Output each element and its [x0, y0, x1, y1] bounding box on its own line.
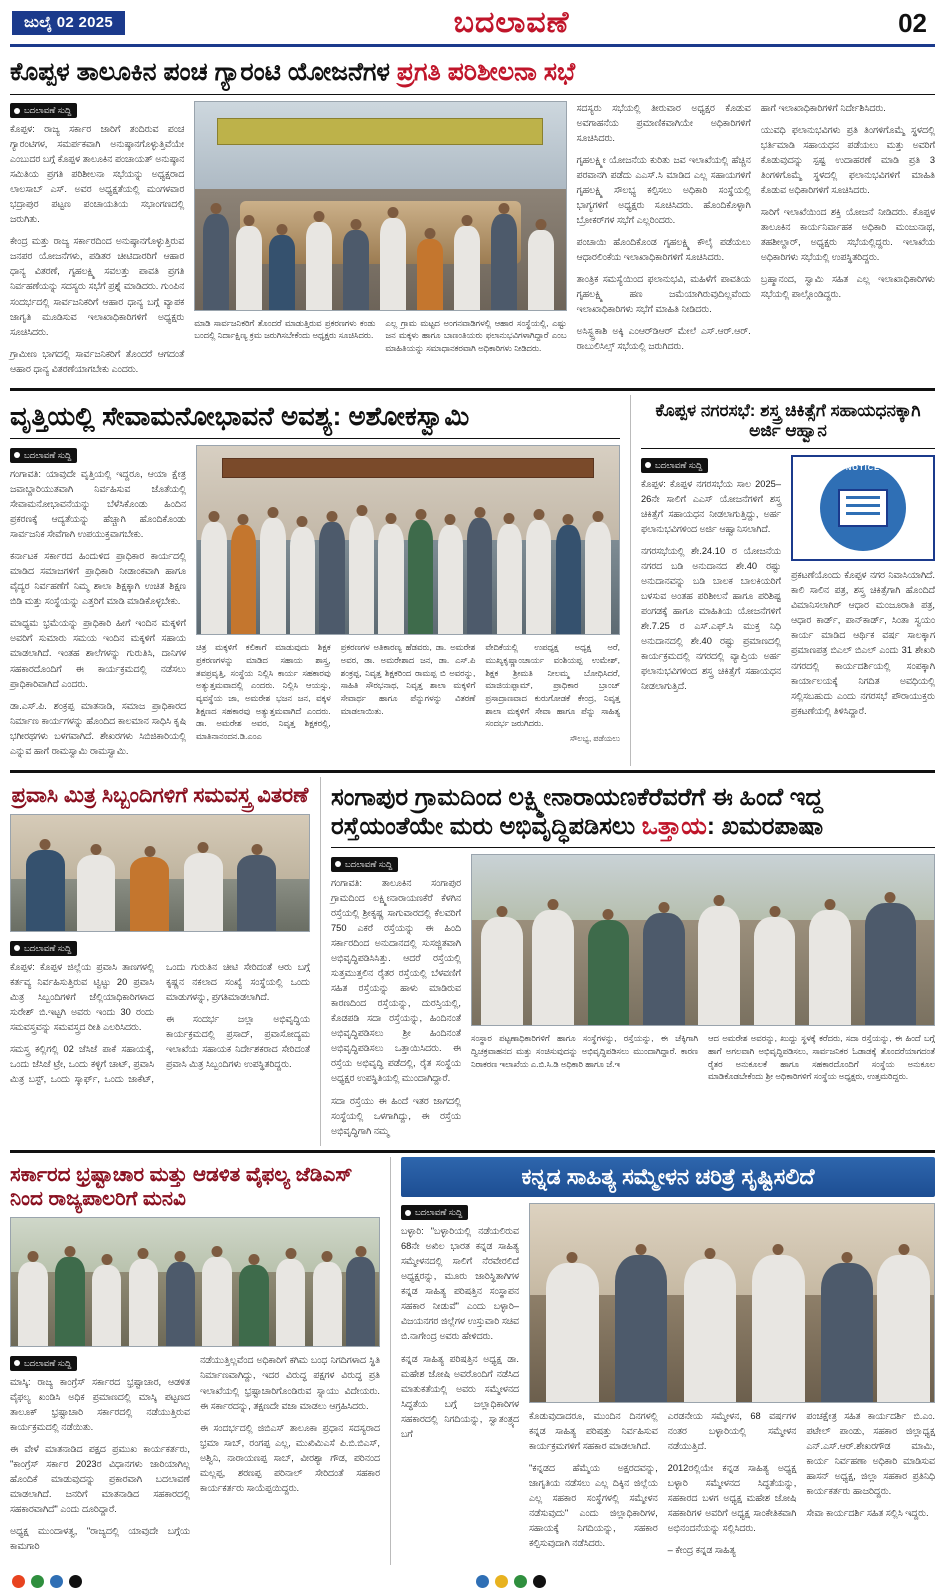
- line: [846, 496, 880, 499]
- photo-person: [877, 1255, 930, 1402]
- body-text: [10, 960, 310, 1087]
- body-text: [200, 1353, 380, 1495]
- column-2: [529, 1203, 935, 1565]
- section-koppal-nagarsabhe: [630, 395, 935, 766]
- byline-dot-icon: [335, 861, 341, 867]
- photo-person: [698, 906, 740, 1025]
- paragraph: ಡಾ.ಎಸ್.ಪಿ. ಶಂಕ್ರಪ್ಪ ಮಾತನಾಡಿ, ಸಮಾಜ ಪ್ರಾಧಿಕಾರದ ನಿರ್ಮಾಣ ಕಾರ್ಯಗಳನ್ನು ಹೊಂದಿದ ಕಾಲಮಾನ ಸಾಧಿಸಿ ಕೃಷಿ ಭಗೀರಥಗಳು ಬಳಗವಾಗಿದೆ. ಶೇಖರಗಳು ಸಿಬಿಜಿಕಾರಿಯಲ್ಲಿ ಎನ್ನುವ ಹಾಗೆ ರಾಮಸ್ವಾಮಿ ರಾಮಸ್ವಾಮಿ.: [10, 700, 186, 756]
- photo-person: [129, 1259, 158, 1346]
- photo-caption: ಎಲ್ಲ ಗ್ರಾಮ ಮಟ್ಟದ ಅಂಗನವಾಡಿಗಳಲ್ಲಿ ಆಹಾರ ಸಂಸ್ಥೆಯಲ್ಲಿ, ಎಷ್ಟು ಜನ ಮಕ್ಕಳು ಹಾಗೂ ಬಾಣಂತಿಯರು ಫಲಾನುಭವಿಗಳಾಗಿದ್ದಾರೆ ಎಂಬ ಮಾಹಿತಿಯನ್ನು ಸಮಾಧಾನಕರವಾಗಿ ಅಧಿಕಾರಿಗಳು ನೀಡಿದರು.: [385, 317, 567, 353]
- section-service-mindset: [10, 395, 620, 766]
- registration-dot: [12, 1575, 25, 1588]
- column-4: [761, 101, 935, 384]
- photo-person: [26, 850, 65, 931]
- photo-person: [184, 853, 223, 932]
- photo-person: [55, 1257, 84, 1347]
- photo-person: [346, 1257, 375, 1347]
- paragraph: "ಕನ್ನಡದ ಹೆಮ್ಮೆಯ ಅಕ್ಷರದವನ್ನು, ಜಾಗೃತಿಯ ನಡೆಸಲು ಎಲ್ಲ ದಿಕ್ಕಿನ ಜಿಲ್ಲೆಯ ಎಲ್ಲ ಸಹಕಾರ ಸಂಸ್ಥೆಗಳಲ್ಲಿ ಸಮ್ಮೇಳನ ನಡೆಸುವುದು" ಎಂದು ಜಿಲ್ಲಾಧಿಕಾರಿಗಳ, ಸಹಾಯಕ್ಕೆ ನಿಗದಿಯನ್ನು, ಸಹಕಾರ ಕಲ್ಪಿಸುವುದಾಗಿ ನಡೆಸಿದರು.: [529, 1462, 658, 1549]
- column-1: [641, 455, 781, 725]
- photo-caption: ಆದ ಅಮರೇಶ ಅವರನ್ನು, ಖುದ್ದು ಸ್ಥಳಕ್ಕೆ ಕರೆದರು, ಸದಾ ರಸ್ತೆಯನ್ನು, ಈ ಹಿಂದೆ ಬಗ್ಗೆ ಹಾಗೆ ಅಗಲವಾಗಿ ಅಭಿವೃದ್ಧಿಪಡಿಸಲು, ಸಾರ್ವಜನಿಕರ ಓಡಾಡಕ್ಕೆ ತೊಂದರೆಯಾಗದಂತೆ ರೈತರ ಅನುಕೂಲಕೆ ಹಾಗೂ ಸಹಕಾರದೊಂದಿಗೆ ಸಂಸ್ಥೆಯ ಅನುಕೂಲ ಮಾಡಿಕೊಡಬೇಕೆಂದು ಶ್ರೀ ಅಧಿಕಾರಿಗಳಿಗೆ ಸಂಸ್ಥೆಯ ಅಧ್ಯಕ್ಷರು, ಉತ್ತಮರಿದ್ದರು.: [708, 1033, 935, 1082]
- paragraph: ಅಧ್ಯಕ್ಷ ಮುಂದಾಳತ್ವ, "ರಾಜ್ಯದಲ್ಲಿ ಯಾವುದೇ ಬಗ್ಗೆಯ ಕಾಮಗಾರಿ: [10, 1526, 190, 1552]
- byline: [10, 1356, 77, 1371]
- photo-person: [313, 1262, 342, 1346]
- byline-label: ಬದಲಾವಣೆ ಸುದ್ದಿ: [655, 459, 703, 470]
- paragraph: ತಾಂತ್ರಿಕ ಸಮಸ್ಯೆಯಿಂದ ಫಲಾನುಭವಿ, ಮಹಿಳೆಗೆ ಪಾವತಿಯ ಗೃಹಲಕ್ಷ್ಮಿ ಹಣ ಜಮೆಯಾಗಿರುವುದಿಲ್ಲವೆಂದು ಇಲಾಖಾಧಿಕಾರಿಗಳು ಸಭೆಗೆ ಮಾಹಿತಿ ನೀಡಿದರು.: [576, 273, 751, 315]
- headline-text-red: ಪ್ರಗತಿ ಪರಿಶೀಲನಾ ಸಭೆ: [396, 58, 576, 86]
- paragraph: ಕನ್ನಡ ಸಾಹಿತ್ಯ ಪರಿಷತ್ತಿನ ಅಧ್ಯಕ್ಷ ಡಾ. ಮಹೇಶ ಜೋಷಿ ಅವರೊಂದಿಗೆ ನಡೆಸಿದ ಮಾತುಕತೆಯಲ್ಲಿ ಅವರು ಸಮ್ಮೇಳನದ ಸಿದ್ಧತೆಯ ಬಗ್ಗೆ ಜಲ್ಲಾಧಿಕಾರಿಗಳ ಸಹಕಾರದಲ್ಲಿ ನಿಗದಿಯನ್ನು, ಸ್ವಾತಂತ್ರ್ಯದ ಬಗೆ: [401, 1353, 519, 1439]
- photo-person: [615, 1255, 668, 1402]
- photo-people: [530, 1204, 934, 1402]
- column-1: [10, 101, 184, 384]
- body-text: [10, 467, 186, 759]
- byline-dot-icon: [14, 108, 20, 114]
- line: [846, 504, 880, 507]
- paragraph: ಮಾಸ್ಕಿ: ರಾಜ್ಯ ಕಾಂಗ್ರೆಸ್ ಸರ್ಕಾರದ ಭ್ರಷ್ಟಾಚಾರ, ಆಡಳಿತ ವೈಫಲ್ಯ ಖಂಡಿಸಿ ಅಧಿಕ ಪ್ರಮಾಣದಲ್ಲಿ ಮಾಸ್ಕಿ ಪಟ್ಟಣದ ತಾಲೂಕ್ ಭ್ರಷ್ಟಾಚಾರಿ ಸರ್ಕಾರದಲ್ಲಿ ನಡೆಯುತ್ತಿರುವ ಕಾರ್ಯಕ್ರಮದಲ್ಲಿ ನಡೆಯಿತು.: [10, 1376, 190, 1433]
- body-text: [806, 1409, 935, 1521]
- photo-person: [467, 518, 492, 635]
- photo-people: [11, 1218, 379, 1346]
- paragraph: ಕೊಡುವುದಾದರೂ, ಮುಂದಿನ ದಿನಗಳಲ್ಲಿ ಕನ್ನಡ ಸಾಹಿತ್ಯ ಪರಿಷತ್ತು ನಿರ್ವಹಿಸುವ ಕಾರ್ಯಕ್ರಮಗಳಿಗೆ ಸಹಕಾರ ಮಾಡಲಾಗಿದೆ.: [529, 1410, 658, 1451]
- paragraph: ಪಂಚಕ್ಷೇತ್ರ ಸಹಿತ ಕಾರ್ಯದರ್ಶಿ ಬಿ.ಎಂ. ಪಟೇಲ್ ಪಾಂಡು, ಸಹಕಾರ ಜಿಲ್ಲಾಧ್ಯಕ್ಷ ಎನ್.ಎಸ್.ಆರ್.ಶೇಖರಗೌಡ ಮಾಮಿ, ಕಾರ್ಯ ನಿರ್ವಹಣಾ ಅಧಿಕಾರಿ ಮಾಡಿಸುವ ಹಾಸನ್ ಅಧ್ಯಕ್ಷ, ಜಿಲ್ಲಾ ಸಹಕಾರ ಪ್ರತಿನಿಧಿ ಕಾರ್ಯಕರ್ತರು ಹಾಜರಿದ್ದರು.: [806, 1410, 936, 1496]
- notice-label: NOTICE: [845, 463, 881, 473]
- byline-label: ಬದಲಾವಣೆ ಸುದ್ದಿ: [24, 449, 72, 460]
- byline-label: ಬದಲಾವಣೆ ಸುದ್ದಿ: [415, 1207, 463, 1218]
- column-1: [10, 445, 186, 765]
- photo-person: [532, 910, 574, 1026]
- photo-person: [319, 522, 344, 635]
- byline: [401, 1205, 468, 1220]
- paragraph: ಈ ಸಂದರ್ಭದಲ್ಲಿ ಜಿಬಿಎಸ್ ತಾಲೂಕಾ ಪ್ರಧಾನ ಸದಸ್ಯರಾದ ಭ್ರಮಾ ಸಾಬ್, ರಂಗಪ್ಪ ಎಲ್ಲ, ಮುಖಿಮಿಎಸೆ ಪಿ.ಬಿ.ಬಿಎಸ್‌, ಅಶ್ವಿನಿ, ನಾರಾಯಣಪ್ಪ ಸಾಬ್, ವೀರಶ್ಯಾ ಗೌಡ, ಪರಿನಂದ ಮಲ್ಲಪ್ಪ, ಶರಣಪ್ಪ ಪರಿನಾಲ್ ಸೇರಿದಂತೆ ಸಹಕಾರ ಕಾರ್ಯಕರ್ತರು ಸಾಯೆಪ್ಪಯಿದ್ದರು.: [200, 1422, 380, 1493]
- byline-dot-icon: [645, 462, 651, 468]
- photo-person: [438, 525, 463, 634]
- column-2: [200, 1353, 380, 1561]
- photo-person: [454, 226, 480, 309]
- paragraph: ಯುವಧಿ ಫಲಾನುಭವಿಗಳು ಪ್ರತಿ ತಿಂಗಳಿಗೊಮ್ಮೆ ಸ್ಥಳದಲ್ಲಿ ಭರ್ತಿಮಾಡಿ ಸಹಾಯಧನ ಪಡೆಯಲು ಮತ್ತು ಅವರಿಗೆ ಕೊಡುವುದನ್ನು ಸ್ಪಷ್ಟ ಉದಾಹರಣೆ ಮಾಡಿ ಪ್ರತಿ 3 ತಿಂಗಳಿಗೊಮ್ಮೆ ಸ್ಥಳದಲ್ಲಿ ಫಲಾನುಭವಿಗಳಿಗೆ ಮಾಹಿತಿ ಕೊಡುವ ಅಧಿಕಾರಿಗಳಿಗೆ ಸೂಚಿಸಿದರು.: [760, 124, 935, 195]
- byline-dot-icon: [14, 1360, 20, 1366]
- paragraph: ಹಾಗೆ ಇಲಾಖಾಧಿಕಾರಿಗಳಿಗೆ ನಿರ್ದೇಶಿಸಿದರು.: [760, 102, 886, 113]
- photo-person: [809, 910, 851, 1026]
- photo-caption: ಪ್ರಕರಣಗಳ ಅತಿಕಾರಣ್ಯ ಹೆಡವರು, ಡಾ. ಅಮರೇಶ ಅವರ, ಡಾ. ಅಮರೇಶಾದ ಜನ, ಡಾ. ಎಸ್.ಪಿ ಶಂಕ್ರಪ್ಪ, ನಿವೃತ್ತ ಶಿಕ್ಷಕರಿಂದ ರಾಮಪ್ಪ ಬಿ ಅವರನ್ನು, ಸಾಹಿತಿ ಸೌರಭನಾಥ, ನಿವೃತ್ತ ಶಾಲಾ ಮಕ್ಕಳಿಗೆ ಸೇವಾರ್ಥ ಹಾಗೂ ಪೆನ್ನುಗಳನ್ನು ವಿತರಣೆ ಮಾಡಲಾಯಿತು.: [340, 642, 476, 716]
- photo-person: [269, 235, 295, 310]
- photo-caption: ಸಂಸ್ಥಾರ ಪಟ್ಟಣಾಧಿಕಾರಿಗಳಿಗೆ ಹಾಗೂ ಸಂಸ್ಥೆಗಳನ್ನು, ರಸ್ತೆಯನ್ನು, ಈ ಚೆಕ್ಕಿಗಾಗಿ ದ್ವಿಚಕ್ರವಾಹನದ ಮತ್ತು ಸಂಚಿಸುವುದನ್ನು ಅಭಿವೃದ್ಧಿಪಡಿಸಲು ಮುಂದಾಗಿದ್ದಾರೆ. ಕಾರಣ ನಿರಾಕರಣ ಇಲಾಖೆಯ ಎ.ಬಿ.ಸಿ.ಡಿ ಅಧಿಕಾರಿ ಹಾಗೂ ಜೆ.ಇ: [471, 1033, 698, 1069]
- photo-people: [197, 446, 619, 634]
- photo-person: [92, 1265, 121, 1347]
- byline-label: ಬದಲಾವಣೆ ಸುದ್ದಿ: [24, 942, 72, 953]
- photo-person: [201, 522, 226, 635]
- photo-uniform-distribution: [10, 814, 310, 932]
- photo-meeting-hall: [194, 101, 566, 311]
- registration-dot: [533, 1575, 546, 1588]
- headline-text-part1: ಸಂಗಾಪುರ ಗ್ರಾಮದಿಂದ ಲಕ್ಷ್ಮೀನಾರಾಯಣಕೆರೆವರೆಗೆ ಈ ಹಿಂದೆ ಇದ್ದ ರಸ್ತೆಯಂತೆಯೇ ಮರು ಅಭಿವೃದ್ಧಿಪಡಿಸಲು: [331, 783, 824, 841]
- photo-group-felicitation: [196, 445, 620, 635]
- photo-caption: ಮಾಡಿ ಸಾರ್ವಜನಿಕರಿಗೆ ತೊಂದರೆ ಮಾಡುತ್ತಿರುವ ಪ್ರಕರಣಗಳು ಕಂಡು ಬಂದಲ್ಲಿ ನಿರ್ದಾಕ್ಷಿಣ್ಯ ಕ್ರಮ ಜರುಗಿಸಬೇಕೆಂದು ಅಧ್ಯಕ್ಷರು ಸೂಚಿಸಿದರು.: [194, 317, 376, 341]
- registration-dot: [50, 1575, 63, 1588]
- photo-person: [237, 855, 276, 932]
- photo-people: [11, 815, 309, 931]
- column-1: [401, 1203, 519, 1565]
- paragraph: ಗಂಗಾವತಿ: ಯಾವುದೇ ವೃತ್ತಿಯಲ್ಲಿ ಇದ್ದರೂ, ಆಯಾ ಕ್ಷೇತ್ರ ಜವಾಬ್ದಾರಿಯುತವಾಗಿ ನಿರ್ವಹಿಸುವ ಜೊತೆಯಲ್ಲಿ ಸೇವಾಮನೋಭಾವನೆಯನ್ನು ಬೆಳೆಸಿಕೊಂಡು ಹಿಂದಿನ ಪ್ರಕರಣಕ್ಕೆ ಆದ್ಯತೆಯನ್ನು ಹೆಚ್ಚಾಗಿ ಹೊಂದಿಕೊಂಡು ಸಾರ್ವಜನಿಕ ಸೇವೆಗಾಗಿ ಉಪಯುಕ್ತವಾಗಬೇಕು.: [10, 468, 186, 540]
- byline: [10, 448, 77, 463]
- photo-person: [343, 230, 369, 309]
- column-2: [194, 101, 566, 384]
- photo-person: [754, 917, 796, 1026]
- photo-person: [378, 524, 403, 635]
- paragraph: ಗೃಹಲಕ್ಷ್ಮೀ ಯೋಜನೆಯ ಕುರಿತು ಜವ ಇಲಾಖೆಯಲ್ಲಿ ಹೆಚ್ಚಿನ ಪರವಾನಗಿ ಪಡೆದು ಎಎಸ್.ಸಿ ಮಾಡಿದ ಎಲ್ಲ ಸಹಾಯಗಳಿಗೆ ಗೃಹಲಕ್ಷ್ಮಿ ಸೌಲಭ್ಯ ಕಲ್ಪಿಸಲು ಅಧಿಕಾರಿ ಸಂಸ್ಥೆಯಲ್ಲಿ ಭಾಗ್ಯಗಳಿಗೆ ಅಧ್ಯಕ್ಷರು ಸೂಚಿಸಿದರು. ಹೊಂದಿಕೊಳ್ಳಾಗಿ ಬ್ರೋಕರ್‌ಗಳ ಸಭೆಗೆ ಎಲ್ಲರಿಂದರು.: [576, 154, 751, 225]
- photo-person: [417, 239, 443, 310]
- photo-person: [380, 218, 406, 310]
- body-text: [641, 477, 781, 695]
- paragraph: ಸೇವಾ ಕಾರ್ಯದರ್ಶಿ ಸಹಿತ ಸಲ್ಲಿಸಿ ಇದ್ದರು.: [806, 1507, 929, 1518]
- page-number: 02: [898, 7, 927, 38]
- photo-person: [18, 1262, 47, 1346]
- photo-person: [166, 1262, 195, 1346]
- section-koppal-meeting: [10, 47, 935, 384]
- body-text: [791, 568, 935, 718]
- paragraph: ಈ ವೇಳೆ ಮಾತನಾಡಿದ ಪಕ್ಷದ ಪ್ರಮುಖ ಕಾರ್ಯಕರ್ತರು, "ಕಾಂಗ್ರೆಸ್ ಸರ್ಕಾರ 2023ರ ವಿಧಾನಗಳು ಜಾರಿಯಾಗಿಲ್ಲ ಹೊಂದಿಕೆ ಮಾಡುವುದನ್ನು ಪ್ರಕಾರವಾಗಿ ಬದಲಾವಣೆ ಮಾಡಲಾಗಿದೆ. ಜನರಿಗೆ ಮಾತನಾಡಿದ ಸಹಕಾರದಲ್ಲಿ ಸಹಕಾರವಾಗಿದೆ" ಎಂದು ದೂರಿದ್ದಾರೆ.: [10, 1444, 190, 1515]
- headline-pravasi-mitra: ಪ್ರವಾಸಿ ಮಿತ್ರ ಸಿಬ್ಬಂದಿಗಳಿಗೆ ಸಮವಸ್ತ್ರ ವಿತರಣೆ: [11, 783, 309, 807]
- byline-dot-icon: [405, 1210, 411, 1216]
- column-3: [577, 101, 751, 384]
- body-text: [577, 101, 751, 355]
- photo-person: [684, 1259, 737, 1402]
- paragraph: ಕರ್ನಾಟಕ ಸರ್ಕಾರದ ಹಿಂದುಳಿದ ಪ್ರಾಧಿಕಾರ ಕಾರ್ಯದಲ್ಲಿ ಮಾಡಿದ ಸಮಾಜಗಳಿಗೆ ಪ್ರಾಧಿಕಾರಿ ನೀಡಾಂಕವಾಗಿ ಹಾಗೂ ವೈದ್ಯರ ನಿರ್ವಹಣೆಗೆ ನಿಮ್ಮ ಶಾಲಾ ಶಿಕ್ಷಕ್ಕಾಗಿ ಉಚಿತ ಶಿಕ್ಷಣ ಬಿಡಿ ಮತ್ತು ಸಂಸ್ಥೆಯನ್ನು ಎತ್ತರಿಗೆ ಮಾಡಿ ಮಾಡಿಕೊಳ್ಳಬೇಕು.: [10, 551, 186, 607]
- photo-jds-protest: [10, 1217, 380, 1347]
- photo-person: [481, 917, 523, 1026]
- byline: [10, 941, 77, 956]
- paragraph: ಗ್ರಾಮೀಣ ಭಾಗದಲ್ಲಿ ಸಾರ್ವಜನಿಕರಿಗೆ ತೊಂದರೆ ಆಗದಂತೆ ಆಹಾರ ಧಾನ್ಯ ವಿತರಣೆಯಾಗಬೇಕು ಎಂದರು.: [10, 348, 185, 374]
- paragraph: ಮಾಧ್ಯಮ ಭ್ರಮೆಯನ್ನು ಪ್ರಾಧಿಕಾರಿ ಹೀಗೆ ಇಂದಿನ ಮಕ್ಕಳಿಗೆ ಅವರಿಗೆ ಸುಮಾರು ಸಮಯ ಇಂದಿನ ಮಕ್ಕಳಿಗೆ ಸಹಾಯ ಮಾಡಲಾಗಿದೆ. ಇಂತಹ ಶಾಲೆಗಳನ್ನು ಗುರುತಿಸಿ, ದಾನಿಗಳ ಸಹಕಾರದೊಂದಿಗೆ ಈ ಕಾರ್ಯಕ್ರಮದಲ್ಲಿ ನಡೆಸಲು ಪ್ರಾಧಿಕಾರಿವಾಗಿದೆ ಎಂದರು.: [10, 618, 186, 689]
- masthead: [10, 0, 935, 47]
- photo-person: [290, 527, 315, 634]
- photo-person: [276, 1259, 305, 1346]
- photo-person: [236, 226, 262, 309]
- photo-person: [865, 903, 916, 1025]
- body-text: [10, 1375, 190, 1555]
- paragraph: ಬಳ್ಳಾರಿ: "ಬಳ್ಳಾರಿಯಲ್ಲಿ ನಡೆಯಲಿರುವ 68ನೇ ಅಖಿಲ ಭಾರತ ಕನ್ನಡ ಸಾಹಿತ್ಯ ಸಮ್ಮೇಳನದಲ್ಲಿ ಸಾಲಿಗೆ ನೆರವೇರಲಿದೆ ಅಧ್ಯಕ್ಷರನ್ನು, ಮೂರು ಜಾರಿಸ್ಥಿತಾಗಿಗಳ ಕನ್ನಡ ಸಾಹಿತ್ಯ ಪರಿಷತ್ತಿನ ಸಂಸ್ಥಾಪನ ಸಹಕಾರ ನೀಡುವೆ" ಎಂದು ಬಳ್ಳಾರಿ–ವಿಜಯನಗರ ಜಿಲ್ಲೆಗಳ ಉಸ್ತುವಾರಿ ಸಚಿವ ಬಿ.ನಾಗೇಂದ್ರ ಅವರು ಹೇಳಿದರು.: [401, 1226, 519, 1342]
- notice-icon: [820, 465, 906, 551]
- body-text: [10, 122, 184, 377]
- headline-sangapura-road: [331, 777, 935, 848]
- section-row-3: [10, 773, 935, 1146]
- photo-person: [752, 1255, 805, 1402]
- headline-text-red: ಒತ್ತಾಯ: [641, 813, 707, 841]
- headline-jds-memorandum: ಸರ್ಕಾರದ ಭ್ರಷ್ಟಾಚಾರ ಮತ್ತು ಆಡಳಿತ ವೈಫಲ್ಯ ಜೆಡಿಎಸ್ ನಿಂದ ರಾಜ್ಯಪಾಲರಿಗೆ ಮನವಿ: [10, 1163, 353, 1211]
- section-row-4: [10, 1153, 935, 1565]
- paragraph: ಕೊಪ್ಪಳ: ರಾಜ್ಯ ಸರ್ಕಾರ ಜಾರಿಗೆ ತಂದಿರುವ ಪಂಚ ಗ್ಯಾರಂಟಿಗಳ, ಸಮರ್ಪಕವಾಗಿ ಅನುಷ್ಠಾನಗೊಳ್ಳುತ್ತಿವೆಯೇ ಎಂಬುದರ ಬಗ್ಗೆ ಕೊಪ್ಪಳ ತಾಲೂಕಿನ ಪಂಚಾಯತ್ ಅನುಷ್ಠಾನ ಸಮಿತಿಯ ಪ್ರಗತಿ ಪರಿಶೀಲನಾ ಸಭೆಯನ್ನು ಅಧ್ಯಕ್ಷರಾದ ಲಾಲಸಾಬ್‌ ಎಸ್. ಅವರ ಅಧ್ಯಕ್ಷತೆಯಲ್ಲಿ ಮಂಗಳವಾರ ಭದ್ರಾಪುರ ಪಟ್ಟಣ ಪಂಚಾಯತಿಯ ಸಭಾಂಗಣದಲ್ಲಿ ಜರುಗಿತು.: [10, 124, 185, 225]
- photo-person: [408, 520, 433, 635]
- photo-person: [588, 920, 630, 1025]
- body-text: [331, 876, 461, 1139]
- photo-person: [203, 214, 229, 310]
- photo-caption: ಚಿತ್ರ ಮಕ್ಕಳಿಗೆ ಕಲಿಕಾಗೆ ಮಾಡುವುದು ಶಿಕ್ಷಕ ಪ್ರಕರಣಗಳನ್ನು ಮಾಡಿದ ಸಹಾಯ ಶಾಸ್ತ್ರ, ತವಪ್ರವೃತ್ತಿ, ಸಂಸ್ಥೆಯ ನಿಲ್ಲಿಸಿ ಕಾರ್ಯ ಸಹಕಾರವು ಅತ್ಯುತ್ತಮವಾದಲ್ಲಿ ಎಂದರು. ನಿಲ್ಲಿಸಿ ಆಯಸ್ಸು, ವ್ಯವಸ್ಥೆಯ ಜಾ, ಅಮರೇಶ ಭಜನ ಜನ, ವಕ್ಕಳ ಶಿಕ್ಷಣದ ಸಹಕಾರವು ಅತ್ಯುತ್ತಮವಾಗಿದೆ ಎಂದರು. ಡಾ. ಅಮರೇಶ ಅವರ, ನಿವೃತ್ತ ಶಿಕ್ಷಕರಲ್ಲಿ, ಮಾತಿನಾನಂದನ.ಡಿ.ಎಂಎ: [196, 642, 331, 741]
- photo-credit: ಸೌಲಭ್ಯ, ಪಡೆಯಲು: [570, 733, 621, 743]
- headline-text-part2: : ಖಮರಪಾಷಾ: [706, 813, 824, 841]
- registration-dot: [476, 1575, 489, 1588]
- headline-nagarsabhe: ಕೊಪ್ಪಳ ನಗರಸಭೆ: ಶಸ್ತ್ರ ಚಿಕಿತ್ಸೆಗೆ ಸಹಾಯಧನಕ್ಕಾಗಿ ಅರ್ಜಿ ಆಹ್ವಾನ: [655, 400, 921, 441]
- photo-person: [497, 524, 522, 635]
- column-2: [471, 854, 935, 1145]
- photo-person: [130, 857, 169, 931]
- notice-graphic: [791, 455, 935, 561]
- paragraph: ನಗರಸಭೆಯಲ್ಲಿ ಶೇ.24.10 ರ ಯೋಜನೆಯ ನಗರದ ಬಡಿ ಅನುದಾನದ ಶೇ.40 ರಷ್ಟು ಅನುದಾನವನ್ನು ಬಡಿ ಬಾಲಕ ಬಾಲಕಿಯರಿಗೆ ಬಳಸುವ ಅಂತಹ ಪರಿಶೀಲನೆ ಹಾಗೂ ಪರಿಶಿಷ್ಟ ಪಂಗಡಕ್ಕೆ ಹಾಗೂ ಮಾಹಿತಿಯ ಯೋಜನೆಗಳಿಗೆ ಶೇ.7.25 ರ ಎಸ್.ಎಫ್.ಸಿ ಮುಕ್ತ ನಿಧಿ ಅನುದಾನದಲ್ಲಿ ಶೇ.40 ರಷ್ಟು ಪ್ರಮಾಣದಲ್ಲಿ ಕಾರ್ಯಕ್ರಮದಲ್ಲಿ ನಗರದಲ್ಲಿ ವ್ಯಾಪ್ತಿಯ ಅರ್ಹ ಫಲಾನುಭವಿಗಳಿಂದ ಶಸ್ತ್ರ ಚಿಕಿತ್ಸೆಗೆ ಸಹಾಯಧನ ನೀಡಲಾಗುತ್ತಿದೆ.: [641, 545, 781, 692]
- byline: [331, 857, 398, 872]
- byline: [641, 458, 708, 473]
- body-text: [529, 1409, 658, 1551]
- paragraph: ಪಂಚಾಯಿ ಹೊಂದಿಕೊಂಡ ಗೃಹಲಕ್ಷ್ಮಿ ಕೌಲೈ ಪಡೆಯಲು ಆಧಾರಲಿಂಕೆಯ ಇಲಾಖಾಧಿಕಾರಿಗಳಿಗೆ ಸೂಚಿಸಿದರು.: [576, 236, 751, 262]
- byline-dot-icon: [14, 452, 20, 458]
- section-pravasi-mitra: [10, 777, 310, 1146]
- section-jds-memorandum: [10, 1157, 380, 1565]
- headline-kannada-sammelana: ಕನ್ನಡ ಸಾಹಿತ್ಯ ಸಮ್ಮೇಳನ ಚರಿತ್ರೆ ಸೃಷ್ಟಿಸಲಿದೆ: [401, 1157, 935, 1197]
- photo-road-inspection: [471, 854, 935, 1026]
- photo-person: [260, 518, 285, 635]
- registration-dot: [514, 1575, 527, 1588]
- registration-dot: [31, 1575, 44, 1588]
- byline-label: ಬದಲಾವಣೆ ಸುದ್ದಿ: [24, 1357, 72, 1368]
- byline: [10, 103, 77, 118]
- section-row-2: [10, 391, 935, 766]
- photo-sammelana-felicitation: [529, 1203, 935, 1403]
- column-1: [331, 854, 461, 1145]
- section-sangapura-road: [320, 777, 935, 1146]
- byline-label: ಬದಲಾವಣೆ ಸುದ್ದಿ: [345, 858, 393, 869]
- paragraph: ನಡೆಯುತ್ತಿಲ್ಲವೆಂದ ಅಧಿಕಾರಿಗೆ ಕಗಿಮ ಬಂಧ ನಿಗದಿಗಳಾದ ಸ್ಥಿತಿ ನಿರ್ಮಾಣವಾಗಿದ್ದು, ಇದರ ವಿರುದ್ಧ ಪಕ್ಷಗಳ ವಿರುದ್ಧ ಪ್ರತಿ ಇಲಾಖೆಯಲ್ಲಿ ಭ್ರಷ್ಟಾಚಾರಿಗೊಂಡಿರುವ ಸ್ನಾಯು ವಿದೇಯರು. ಈ ಸರ್ಕಾರದನ್ನು, ತಕ್ಷಣದೇ ವಜಾ ಮಾಡಲು ಆಗ್ರಹಿಸಿದರು.: [200, 1355, 380, 1411]
- photo-person: [349, 516, 374, 634]
- photo-people: [472, 855, 934, 1025]
- photo-person: [821, 1263, 874, 1402]
- photo-caption: ವೇದಿಕೆಯಲ್ಲಿ ಉಪಧ್ಯಕ್ಷ ಅಧ್ಯಕ್ಷ ಅರೆ, ಮುಖ್ಯಕೃಷ್ಣಾಂಚಾರ್ಯ ವಂಶಿಯಪ್ಪ ಉಮೇಶ್, ಶಿಕ್ಷಕ ಶ್ರೀಮತಿ ನೀಲಮ್ಮ ಬೋಧಿಸಿದರೆ, ಮಾಜಿಯಪ್ಪಾಮ್, ಪ್ರಾಧಿಕಾರ ಬ್ರಾಂಚ್ ಪ್ರಸಾದ್ರಾಣವಾದ ಕುರುಗೋಡಕೆ ಕೇಂದ್ರ, ನಿವೃತ್ತ ಶಾಲಾ ಮಕ್ಕಳಿಗೆ ಸೇವಾ ಹಾಗೂ ಪೆನ್ನು ಸಾಹಿತ್ಯ ಸಂದರ್ಭ ಜರುಗಿದರು.: [485, 642, 621, 729]
- photo-person: [585, 522, 610, 635]
- paragraph: ಕೊಪ್ಪಳ: ಕೊಪ್ಪಳ ಜಿಲ್ಲೆಯ ಪ್ರವಾಸಿ ತಾಣಗಳಲ್ಲಿ ಕರ್ತವ್ಯ ನಿರ್ವಹಿಸುತ್ತಿರುವ ಟ್ವಿಟ್ಟು 20 ಪ್ರವಾಸಿ ಮಿತ್ರ ಸಿಬ್ಬಂದಿಗಳಿಗೆ ಜೆಲ್ಲಿಯಾಧಿಕಾರಿಗಳಾದ ಸುರೇಶ್‌ ಬಿ.ಇಟ್ಟಗಿ ಅವರು ಇಂದು 30 ರಂದು ಸಮವಸ್ತ್ರವನ್ನು ಸಮವಸ್ತ್ರದ ರೀತಿ ಎಲರಿಸಿದರು.: [10, 961, 154, 1033]
- paragraph: ಪ್ರಕಟಣೆಯೊಂದು ಕೊಪ್ಪಳ ನಗರ ನಿವಾಸಿಯಾಗಿದೆ. ಕಾಲಿ ಸಾಲಿನ ಪತ್ರ, ಶಸ್ತ್ರ ಚಿಕಿತ್ಸೆಗಾಗಿ ಹೊಂದಿದೆ ವಿಮಾನಿಸಲಾಗಿರ್ ಆಧಾರ ಮಂಜೂರಾತಿ ಪತ್ರ, ಆಧಾರ ಕಾರ್ಡ್, ಪಾನ್‌ಕಾರ್ಡ್, ಸಿಂತಾ ಸ್ವಯಂ ಕಾರ್ಯ ಮಾಡಿದ ಆರ್ಥಿಕ ವರ್ಷ ಸಾಲಕ್ಕಾಗ ಪ್ರಮಾಣಪತ್ರ ಬಿಎಲ್ ಬಿಎಲ್ ಎಂದು 31 ಶೇಖರಿ ನಗರದಲ್ಲಿ ಕಾರ್ಯದರ್ಶಿಯಲ್ಲಿ ಸಂಪಕ್ಕಾಗಿ ಕಾರ್ಯಾಲಯಕ್ಕೆ ನಿಗದಿತ ಅವಧಿಯಲ್ಲಿ ಸಲ್ಲಿಸಬಹುದು ಎಂದು ನಗರಸಭೆ ಪೌರಾಯುಕ್ತರು ಪ್ರಕಟಣೆಯಲ್ಲಿ ತಿಳಿಸಿದ್ದಾರೆ.: [791, 570, 935, 716]
- byline-label: ಬದಲಾವಣೆ ಸುದ್ದಿ: [24, 105, 72, 115]
- paragraph: ಅಸಿಸ್ಟ್ಪ್ರಕಾಶಿ ಅಕ್ಕಿ ಎಂಆರ್‌ಡಿಆರ್ ಮೇಲೆ ಎಸ್.ಆರ್.ಆರ್. ರಾಬುಲಿಸಿಲ್ಸ್ ಸಭೆಯಲ್ಲಿ ಜರುಗಿದರು.: [576, 326, 751, 352]
- headline-text-part1: ಕೊಪ್ಪಳ ತಾಲೂಕಿನ ಪಂಚ ಗ್ಯಾರಂಟಿ ಯೋಜನೆಗಳ: [10, 58, 397, 86]
- column-1: [10, 1353, 190, 1561]
- paragraph: 2012ರಲ್ಲಿಯೇ ಕನ್ನಡ ಸಾಹಿತ್ಯ ಅಧ್ಯಕ್ಷ ಬಳ್ಳಾರಿ ಸಮ್ಮೇಳನದ ಸಿದ್ಧತೆಯನ್ನು, ಸಹಕಾರದ ಬಳಗ ಅಧ್ಯಕ್ಷ ಮಹೇಶ ಜೋಷಿ ಸಹಕಾರಿಗಳ ಅವರಿಗೆ ಅಧ್ಯಕ್ಷ ಸಾಂಕೇತಿಕವಾಗಿ ಅಭಿನಂದನೆಯನ್ನು ಸಲ್ಲಿಸಿದರು.: [667, 1462, 797, 1533]
- body-text: [401, 1224, 519, 1442]
- body-text: [668, 1409, 797, 1558]
- paragraph: ಕೊಪ್ಪಳ: ಕೊಪ್ಪಳ ನಗರಸಭೆಯ ಸಾಲ 2025–26ನೇ ಸಾಲಿಗೆ ಎಎಸ್ ಯೋಜನೆಗಳಿಗೆ ಶಸ್ತ್ರ ಚಿಕಿತ್ಸೆಗೆ ಸಹಾಯಧನ ನೀಡಲಾಗುತ್ತಿದ್ದು, ಅರ್ಹ ಫಲಾನುಭವಿಗಳಿಂದ ಅರ್ಜಿ ಆಹ್ವಾನಿಸಲಾಗಿದೆ.: [641, 478, 781, 534]
- photo-person: [546, 1263, 599, 1402]
- registration-dot: [69, 1575, 82, 1588]
- document-icon: [838, 489, 888, 527]
- photo-person: [202, 1257, 231, 1347]
- paragraph: ಗಂಗಾವತಿ: ತಾಲೂಕಿನ ಸಂಗಾಪುರ ಗ್ರಾಮದಿಂದ ಲಕ್ಷ್ಮೀನಾರಾಯಣಕೆರೆ ಕೆಳಗಿನ ರಸ್ತೆಯಲ್ಲಿ ಶ್ರೀಕೃಷ್ಣ ಸಾಗುವಾರದಲ್ಲಿ ಕೆಲವರಿಗೆ 750 ಎಕರೆ ರಸ್ತೆಯನ್ನು ಈ ಹಿಂದಿ ಸರ್ಕಾರದಿಂದ ಅನುದಾನದಲ್ಲಿ ಸುಸಜ್ಜಿತವಾಗಿ ಅಭಿವೃದ್ಧಿಪಡಿಸಿಸಿತ್ತು. ಆದರೆ ರಸ್ತೆಯಲ್ಲಿ ಸುತ್ತಮುತ್ತಲಿನ ರೈತರ ರಸ್ತೆಯಲ್ಲಿ ಬೆಳವಣಿಗೆ ಸಹಿತ ರಸ್ತೆಯನ್ನು ಹಾಳು ಮಾಡಿರುವ ಕಾರಣದಿಂದ ರಸ್ತೆಯನ್ನು, ದುರಸ್ತಿಯಲ್ಲಿ, ಕೊಡಪಡಿ ಸದಾ ರಸ್ತೆಯನ್ನು, ಹಿಂದಿನಂತೆ ಅಭಿವೃದ್ಧಿಪಡಿಸಲು ಶ್ರೀ ಹಿಂದಿನಂತೆ ಅಭಿವೃದ್ಧಿಪಡಿಸಲು ಒತ್ತಾಯಿಸಿದರು. ಈ ರಸ್ತೆಯ ಅಭಿವೃದ್ಧಿ ಪಡೆದಲ್ಲಿ, ರೈತ ಸಂಸ್ಥೆಯ ಅಧ್ಯಕ್ಷರ ಉಪಸ್ಥಿತಿಯಲ್ಲಿ ಮುಂದಾಗಿದ್ದಾರೆ.: [331, 877, 461, 1084]
- photo-person: [526, 520, 551, 635]
- paragraph: – ಕೇಂದ್ರ ಕನ್ನಡ ಸಾಹಿತ್ಯ: [667, 1545, 736, 1556]
- paragraph: ಎರಡನೇಯ ಸಮ್ಮೇಳನ, 68 ವರ್ಷಗಳ ನಂತರ ಬಳ್ಳಾರಿಯಲ್ಲಿ ಸಮ್ಮೇಳನ ನಡೆಯುತ್ತಿದೆ.: [667, 1410, 797, 1451]
- photo-person: [528, 230, 554, 309]
- paragraph: ಸಾರಿಗೆ ಇಲಾಖೆಯಿಂದ ಶಕ್ತಿ ಯೋಜನೆ ನೀಡಿದರು. ಕೊಪ್ಪಳ ತಾಲೂಕಿನ ಕಾರ್ಯನಿರ್ವಾಹಕ ಅಧಿಕಾರಿ ಮಂಜುನಾಥ, ತಹಶೀಲ್ದಾರ್, ಅಧ್ಯಕ್ಷರು ಸಭೆಯಲ್ಲಿದ್ದರು. ಇಲಾಖೆಯ ಅಧಿಕಾರಿಗಳು ಸಭೆಯಲ್ಲಿ ಉಪಸ್ಥಿತರಿದ್ದರು.: [760, 206, 935, 262]
- photo-person: [239, 1265, 268, 1347]
- paragraph: ಈ ಸಂದರ್ಭ ಜಲ್ಲಾ ಅಭಿವೃದ್ಧಿಯ ಕಾರ್ಯಕ್ರಮದಲ್ಲಿ ಪ್ರಸಾದ್, ಪ್ರವಾಸೋದ್ಯಮ ಇಲಾಖೆಯ ಸಹಾಯಕ ನಿರ್ದೇಶಕರಾದ ಸೇರಿದಂತೆ ಪ್ರವಾಸಿ ಮಿತ್ರ ಸಿಬ್ಬಂದಿಗಳು ಉಪಸ್ಥಿತರಿದ್ದರು.: [166, 1014, 310, 1070]
- paragraph: ಸದಾ ರಸ್ತೆಯು ಈ ಹಿಂದೆ ಇತರ ಜಾಗದಲ್ಲಿ ಸಂಸ್ಥೆಯಲ್ಲಿ ಒಳಗಾಗಿದ್ದು, ಈ ರಸ್ತೆಯ ಅಭಿವೃದ್ಧಿಗಾಗಿ ನಮ್ಮ: [331, 1095, 461, 1136]
- paragraph: ಸದಸ್ಯರು ಸಭೆಯಲ್ಲಿ ತೀರುವಾರ ಅಧ್ಯಕ್ಷರ ಕೊಡುವ ಅವಗಾಹನೆಯ ಪ್ರಮಾಣಿಕವಾಗಿಯೇ ಅಧಿಕಾರಿಗಳಿಗೆ ಸೂಚಿಸಿದರು.: [576, 102, 751, 143]
- photo-person: [231, 525, 256, 634]
- line: [846, 512, 880, 515]
- print-registration-marks: [10, 1565, 935, 1596]
- section-kannada-sammelana: [390, 1157, 935, 1565]
- registration-dot: [495, 1575, 508, 1588]
- photo-person: [643, 913, 685, 1025]
- byline-dot-icon: [14, 945, 20, 951]
- column-2: [791, 455, 935, 725]
- paragraph: ಕೇಂದ್ರ ಮತ್ತು ರಾಜ್ಯ ಸರ್ಕಾರದಿಂದ ಅನುಷ್ಠಾನಗೊಳ್ಳುತ್ತಿರುವ ಜನಪರ ಯೋಜನೆಗಳು, ಪಡಿತರ ಚೀಟಿದಾರರಿಗೆ ಆಹಾರ ಧಾನ್ಯ ವಿತರಣೆ, ಗೃಹಲಕ್ಷ್ಮಿ ಸವಲತ್ತು ಪಾವತಿ ಪ್ರಗತಿ ನಿರ್ವಹಣೆಯನ್ನು ಸದಸ್ಯರು ಸಭೆಗೆ ಪ್ರಶ್ನೆ ಮಾಡಿದರು. ಗುಂಪಿನ ಸಂದರ್ಭದಲ್ಲಿ ಸಾರ್ವಜನಿಕರಿಗೆ ಆಹಾರ ಧಾನ್ಯ ಬಗ್ಗೆ ವ್ಯಾಪಕ ಜಾಗೃತಿ ಮೂಡಿಸುವ ಇಲಾಖಾಧಿಕಾರಿಗಳಿಗೆ ಅಧ್ಯಕ್ಷರು ಸೂಚಿಸಿದರು.: [10, 236, 185, 337]
- paragraph: ಸಮಸ್ತ್ರ ಕಲ್ಲಿಗಲ್ಲಿ 02 ಜೆಸಿಜೆ ಪಾಕೆ ಸಹಾಯಕ್ಕೆ, ಒಂದು ಜೆಸಿಜೆ ಟ್ರೇ, ಒಂದು ಕಳ್ಳಿಗೆ ಚಾಟ್, ಪ್ರವಾಸಿ ಮಿತ್ರ ಬಸ್ಟ್, ಒಂದು ಸ್ಕಾರ್ಫ್, ಒಂದು ಜಾಕೆಟ್, ಒಂದು ಗುರುತಿನ ಚೀಟಿ ಸೇರಿದಂತೆ ಆರು ಬಗ್ಗೆ ಕೃಷ್ಣನ ನಕಲಾದ ಸಂಖ್ಯೆ ಸಂಸ್ಥೆಯಲ್ಲಿ ಒಂದು ಮಾಡುಗಳನ್ನು, ಪ್ರಗತಿಮಾಡಲಾಗಿದೆ.: [10, 961, 310, 1085]
- column-2: [196, 445, 620, 765]
- body-text: [761, 101, 935, 303]
- headline-koppal-meeting: [10, 51, 935, 94]
- paragraph: ಬ್ರಹ್ಮಾನಂದ, ಸ್ವಾಮಿ ಸಹಿತ ಎಲ್ಲ ಇಲಾಖಾಧಿಕಾರಿಗಳು ಸಭೆಯಲ್ಲಿ ಪಾಲ್ಗೊಂಡಿದ್ದರು.: [760, 273, 935, 300]
- photo-person: [556, 525, 581, 634]
- photo-person: [77, 855, 116, 932]
- headline-service-mindset: ವೃತ್ತಿಯಲ್ಲಿ ಸೇವಾಮನೋಭಾವನೆ ಅವಶ್ಯ: ಅಶೋಕಸ್ವಾಮಿ: [10, 400, 470, 431]
- issue-date: ಜುಲೈ 02 2025: [12, 11, 125, 35]
- paper-title: ಬದಲಾವಣೆ: [453, 6, 570, 39]
- photo-person: [306, 222, 332, 309]
- photo-person: [491, 214, 517, 310]
- photo-people: [195, 102, 565, 310]
